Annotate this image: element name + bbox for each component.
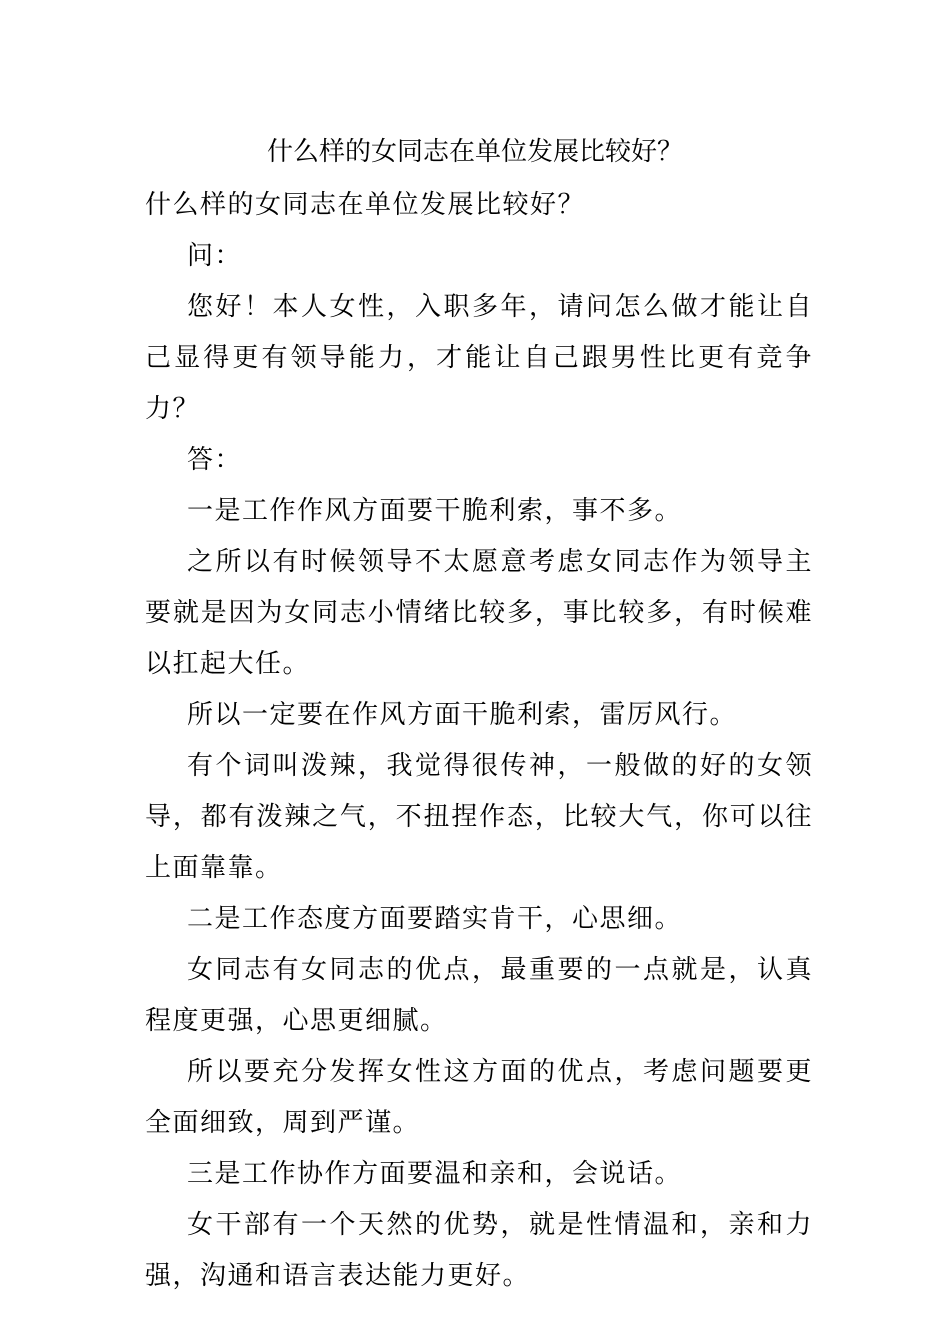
point-one-heading: 一是工作作风方面要干脆利索，事不多。 (187, 496, 683, 526)
paragraph: 所以一定要在作风方面干脆利索，雷厉风行。 (187, 700, 738, 730)
question-label: 问： (187, 241, 243, 271)
point-two-heading: 二是工作态度方面要踏实肯干，心思细。 (187, 904, 683, 934)
document-body (145, 180, 813, 1302)
paragraph: 女干部有一个天然的优势，就是性情温和，亲和力强，沟通和语言表达能力更好。 (145, 1210, 813, 1291)
paragraph: 所以要充分发挥女性这方面的优点，考虑问题要更全面细致，周到严谨。 (145, 1057, 813, 1138)
document-title: 什么样的女同志在单位发展比较好？ (266, 137, 683, 167)
paragraph: 女同志有女同志的优点，最重要的一点就是，认真程度更强，心思更细腻。 (145, 955, 813, 1036)
body-heading-repeat: 什么样的女同志在单位发展比较好？ (145, 190, 586, 220)
point-three-heading: 三是工作协作方面要温和亲和，会说话。 (187, 1159, 683, 1189)
answer-label: 答： (187, 445, 243, 475)
question-text: 您好！本人女性，入职多年，请问怎么做才能让自己显得更有领导能力，才能让自己跟男性比更有竞争力？ (145, 292, 813, 424)
paragraph: 有个词叫泼辣，我觉得很传神，一般做的好的女领导，都有泼辣之气，不扭捏作态，比较大气，你可以往上面靠靠。 (145, 751, 813, 883)
paragraph: 之所以有时候领导不太愿意考虑女同志作为领导主要就是因为女同志小情绪比较多，事比较多，有时候难以扛起大任。 (145, 547, 813, 679)
